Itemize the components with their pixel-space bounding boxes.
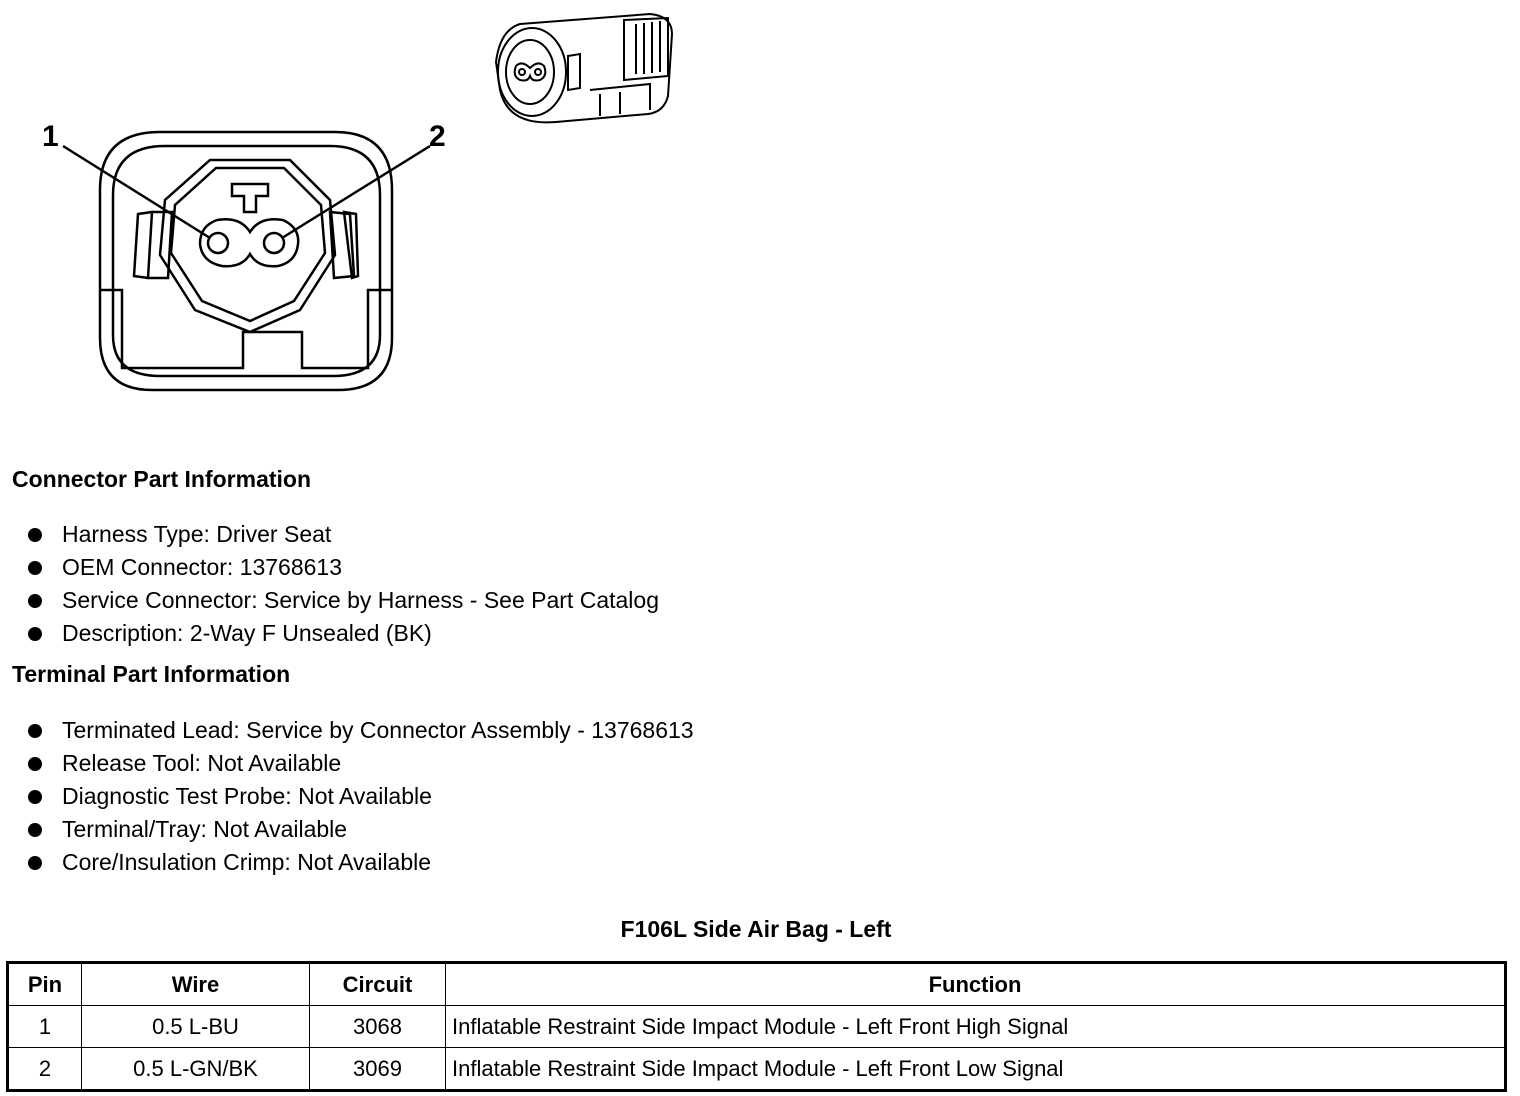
pin-table-title: F106L Side Air Bag - Left xyxy=(620,916,892,942)
function-cell: Inflatable Restraint Side Impact Module - Left Front High Signal xyxy=(446,1006,1506,1048)
list-item: OEM Connector: 13768613 xyxy=(28,551,659,584)
connector-diagram xyxy=(0,0,720,440)
pin-cell: 2 xyxy=(8,1048,82,1091)
list-item: Service Connector: Service by Harness - See Part Catalog xyxy=(28,584,659,617)
circuit-cell: 3068 xyxy=(310,1006,446,1048)
column-header-circuit: Circuit xyxy=(310,963,446,1006)
pin-cell: 1 xyxy=(8,1006,82,1048)
circuit-cell: 3069 xyxy=(310,1048,446,1091)
pin-table xyxy=(6,961,1507,1092)
table-row xyxy=(8,1006,1506,1048)
connector-info-list xyxy=(28,518,659,650)
list-item: Core/Insulation Crimp: Not Available xyxy=(28,846,694,879)
connector-housing-inner xyxy=(113,146,380,376)
table-row xyxy=(8,1048,1506,1091)
column-header-function: Function xyxy=(446,963,1506,1006)
wire-cell: 0.5 L-GN/BK xyxy=(82,1048,310,1091)
pin-2-terminal xyxy=(264,233,284,253)
list-item: Terminal/Tray: Not Available xyxy=(28,813,694,846)
connector-info-heading: Connector Part Information xyxy=(12,466,312,492)
connector-3d-illustration xyxy=(496,14,672,122)
list-item: Description: 2-Way F Unsealed (BK) xyxy=(28,617,659,650)
terminal-info-heading: Terminal Part Information xyxy=(12,661,291,687)
list-item: Release Tool: Not Available xyxy=(28,747,694,780)
pin-1-label: 1 xyxy=(42,120,59,153)
pin-2-label: 2 xyxy=(429,120,446,153)
wire-cell: 0.5 L-BU xyxy=(82,1006,310,1048)
terminal-info-list xyxy=(28,714,694,879)
function-cell: Inflatable Restraint Side Impact Module - Left Front Low Signal xyxy=(446,1048,1506,1091)
connector-face xyxy=(160,160,335,332)
table-header-row xyxy=(8,963,1506,1006)
list-item: Harness Type: Driver Seat xyxy=(28,518,659,551)
column-header-pin: Pin xyxy=(8,963,82,1006)
list-item: Terminated Lead: Service by Connector Assembly - 13768613 xyxy=(28,714,694,747)
column-header-wire: Wire xyxy=(82,963,310,1006)
list-item: Diagnostic Test Probe: Not Available xyxy=(28,780,694,813)
pin-1-terminal xyxy=(208,233,228,253)
